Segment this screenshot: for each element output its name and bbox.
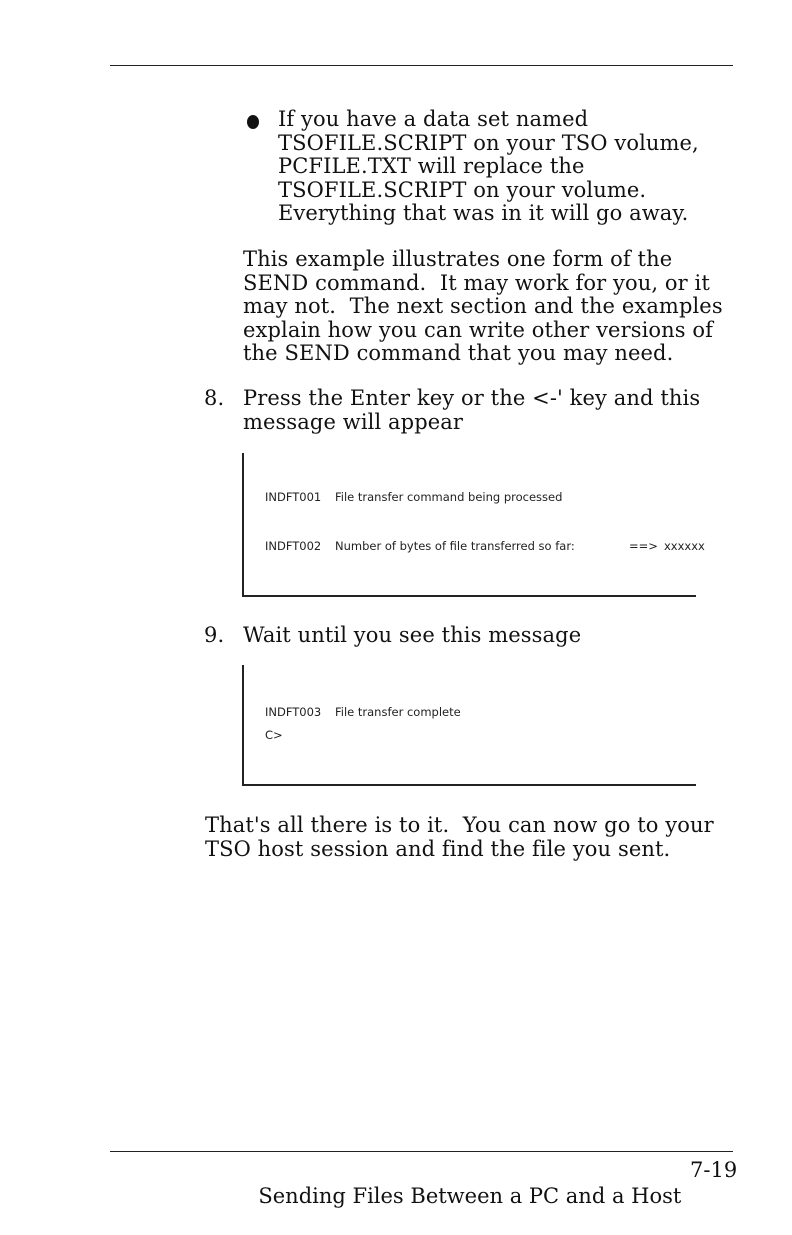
- step-line: message will appear: [243, 409, 464, 434]
- screen-message-line: [265, 539, 705, 553]
- closing-paragraph: [205, 814, 714, 861]
- step-text: [243, 624, 581, 648]
- bullet-line: PCFILE.TXT will replace the: [278, 154, 585, 179]
- step-9: [204, 623, 582, 695]
- screen-example-progress: [242, 453, 705, 597]
- bullet-icon: [247, 115, 259, 129]
- paragraph-line: the SEND command that you may need.: [243, 341, 674, 366]
- paragraph-line: SEND command. It may work for you, or it: [243, 270, 710, 295]
- step-number: 9.: [204, 623, 225, 647]
- header-rule: [110, 65, 733, 66]
- example-paragraph: [243, 248, 723, 366]
- paragraph-line: explain how you can write other versions of: [243, 317, 714, 342]
- step-line: Wait until you see this message: [243, 623, 582, 647]
- screen-example-complete: [242, 665, 696, 786]
- screen-message-line: [265, 705, 461, 719]
- footer-rule: [110, 1151, 733, 1152]
- footer-title: Sending Files Between a PC and a Host: [258, 1184, 682, 1208]
- paragraph-line: This example illustrates one form of the: [243, 247, 673, 271]
- screen-message-line: [265, 490, 562, 504]
- message-code: INDFT003: [265, 705, 322, 719]
- bullet-line: Everything that was in it will go away.: [278, 201, 689, 226]
- step-number: 8.: [204, 386, 225, 410]
- message-text: File transfer complete: [335, 705, 461, 719]
- bullet-line: TSOFILE.SCRIPT on your volume.: [278, 177, 647, 202]
- message-text: File transfer command being processed: [335, 490, 563, 504]
- step-8: [204, 386, 701, 458]
- page-number: 7-19: [690, 1158, 738, 1182]
- closing-line: TSO host session and find the file you sent.: [205, 836, 671, 861]
- arrow-text: ==>: [629, 539, 658, 553]
- bullet-line: If you have a data set named: [278, 107, 589, 131]
- dos-prompt: C>: [265, 728, 283, 742]
- step-text: [243, 387, 700, 434]
- byte-count-value: xxxxxx: [664, 539, 705, 553]
- step-line: Press the Enter key or the <-' key and this: [243, 386, 701, 410]
- message-code: INDFT002: [265, 539, 322, 553]
- message-code: INDFT001: [265, 490, 322, 504]
- bullet-line: TSOFILE.SCRIPT on your TSO volume,: [278, 130, 699, 155]
- bullet-text: [278, 108, 699, 226]
- message-text: Number of bytes of file transferred so far:: [335, 539, 575, 553]
- paragraph-line: may not. The next section and the examples: [243, 294, 723, 319]
- closing-line: That's all there is to it. You can now go to your: [205, 813, 714, 837]
- page-footer: [245, 1157, 738, 1235]
